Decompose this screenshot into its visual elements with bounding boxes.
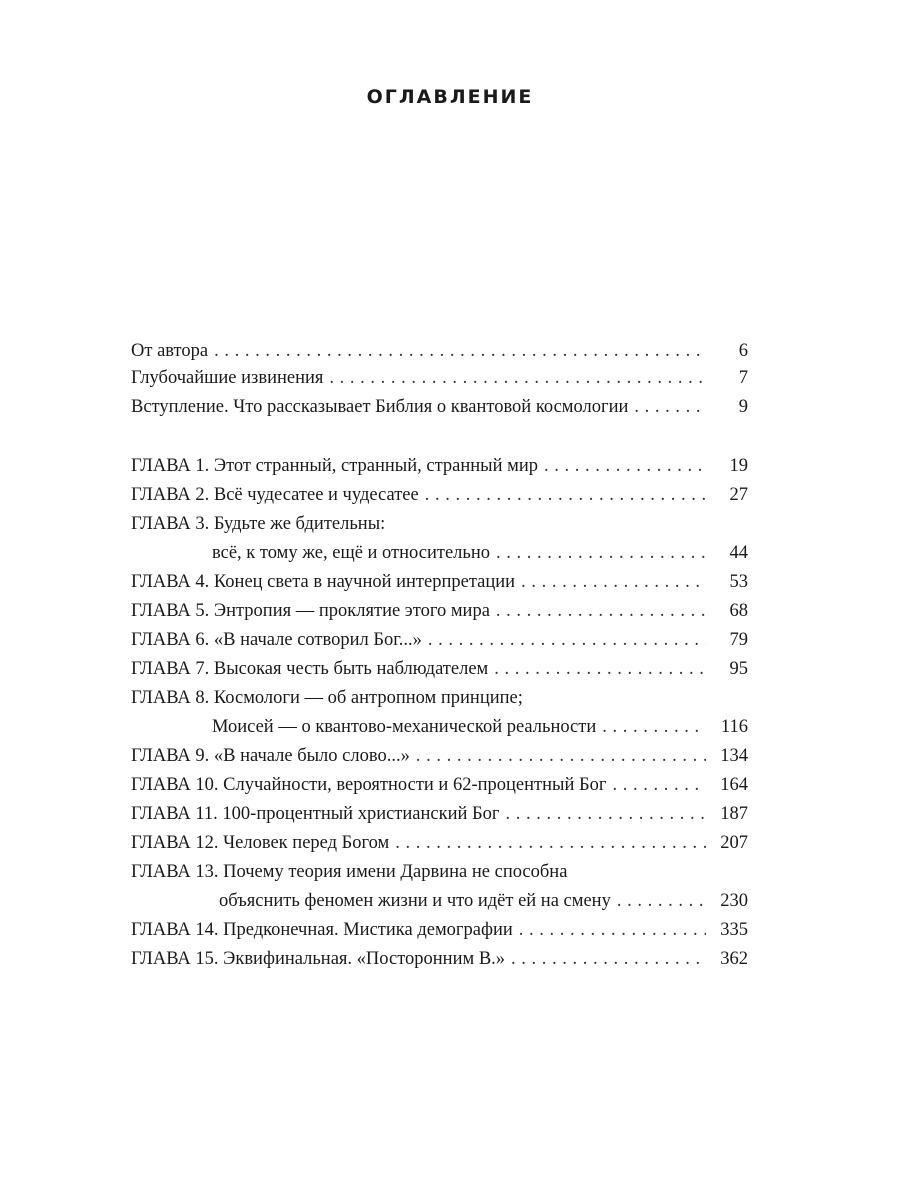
toc-entry-chapter-11 xyxy=(131,800,748,829)
dot-leader xyxy=(428,626,706,655)
toc-entry-page: 27 xyxy=(729,485,748,505)
toc-entry-title: ГЛАВА 4. Конец света в научной интерпретации xyxy=(131,572,516,592)
dot-leader xyxy=(612,771,706,800)
toc-entry-title: ГЛАВА 14. Предконечная. Мистика демографии xyxy=(131,920,513,940)
dot-leader xyxy=(494,655,706,684)
toc-entry-page: 335 xyxy=(720,920,748,940)
toc-entry-chapter-12 xyxy=(131,829,748,858)
dot-leader xyxy=(395,829,706,858)
toc-entry-chapter-9 xyxy=(131,742,748,771)
toc-entry-apologies xyxy=(131,364,748,393)
toc-entry-page: 116 xyxy=(720,717,748,737)
toc-entry-page: 164 xyxy=(720,775,748,795)
toc-entry-page: 134 xyxy=(720,746,748,766)
toc-entry-title: Вступление. Что рассказывает Библия о квантовой космологии xyxy=(131,397,629,417)
toc-entry-title-continued: Моисей — о квантово-механической реальности xyxy=(212,717,597,737)
toc-entry-page: 187 xyxy=(720,804,748,824)
dot-leader xyxy=(511,945,706,974)
toc-entry-title: ГЛАВА 2. Всё чудесатее и чудесатее xyxy=(131,485,419,505)
toc-entry-title: Глубочайшие извинения xyxy=(131,368,324,388)
toc-entry-page: 68 xyxy=(729,601,748,621)
dot-leader xyxy=(425,481,706,510)
toc-entry-page: 230 xyxy=(720,891,748,911)
dot-leader xyxy=(416,742,706,771)
toc-entry-title-continued: объяснить феномен жизни и что идёт ей на смену xyxy=(219,891,611,911)
toc-entry-title: ГЛАВА 10. Случайности, вероятности и 62-процентный Бог xyxy=(131,775,607,795)
toc-entry-title: ГЛАВА 8. Космологи — об антропном принципе; xyxy=(131,688,523,708)
toc-entry-title: ГЛАВА 12. Человек перед Богом xyxy=(131,833,390,853)
toc-entry-chapter-1 xyxy=(131,452,748,481)
toc-entry-chapter-5 xyxy=(131,597,748,626)
dot-leader xyxy=(506,800,707,829)
toc-entry-chapter-15 xyxy=(131,945,748,974)
toc-entry-title: ГЛАВА 1. Этот странный, странный, странный мир xyxy=(131,456,538,476)
dot-leader xyxy=(329,364,706,393)
toc-entry-title: ГЛАВА 3. Будьте же бдительны: xyxy=(131,514,386,534)
toc-entry-title: От автора xyxy=(131,341,209,361)
toc-entry-page: 7 xyxy=(738,368,748,388)
toc-entry-title: ГЛАВА 7. Высокая честь быть наблюдателем xyxy=(131,659,489,679)
toc-entry-page: 19 xyxy=(729,456,748,476)
dot-leader xyxy=(634,393,706,422)
toc-entry-chapter-7 xyxy=(131,655,748,684)
toc-entry-page: 44 xyxy=(729,543,748,563)
toc-entry-chapter-8 xyxy=(131,684,748,742)
toc-entry-title: ГЛАВА 9. «В начале было слово...» xyxy=(131,746,410,766)
page-title: ОГЛАВЛЕНИЕ xyxy=(366,86,534,108)
toc-entry-chapter-6 xyxy=(131,626,748,655)
dot-leader xyxy=(496,539,706,568)
toc-entry-from-author xyxy=(131,338,748,364)
dot-leader xyxy=(496,597,706,626)
toc-entry-title: ГЛАВА 6. «В начале сотворил Бог...» xyxy=(131,630,422,650)
section-gap xyxy=(131,422,748,452)
toc-entry-page: 9 xyxy=(738,397,748,417)
dot-leader xyxy=(214,338,706,364)
toc-entry-chapter-2 xyxy=(131,481,748,510)
toc-entry-introduction xyxy=(131,393,748,422)
toc-entry-page: 53 xyxy=(729,572,748,592)
dot-leader xyxy=(602,713,706,742)
toc-entry-page: 95 xyxy=(729,659,748,679)
toc-entry-chapter-3 xyxy=(131,510,748,568)
dot-leader xyxy=(519,916,706,945)
toc-entry-title-continued: всё, к тому же, ещё и относительно xyxy=(212,543,490,563)
toc-entry-title: ГЛАВА 13. Почему теория имени Дарвина не способна xyxy=(131,862,568,882)
toc-entry-chapter-10 xyxy=(131,771,748,800)
toc-entry-chapter-13 xyxy=(131,858,748,916)
toc-entry-page: 79 xyxy=(729,630,748,650)
toc-entry-chapter-4 xyxy=(131,568,748,597)
table-of-contents xyxy=(131,338,748,974)
dot-leader xyxy=(521,568,706,597)
toc-entry-page: 207 xyxy=(720,833,748,853)
toc-entry-page: 6 xyxy=(738,341,748,361)
dot-leader xyxy=(544,452,706,481)
toc-entry-title: ГЛАВА 15. Эквифинальная. «Посторонним В.» xyxy=(131,949,506,969)
toc-entry-title: ГЛАВА 11. 100-процентный христианский Бог xyxy=(131,804,500,824)
toc-entry-page: 362 xyxy=(720,949,748,969)
toc-entry-chapter-14 xyxy=(131,916,748,945)
toc-entry-title: ГЛАВА 5. Энтропия — проклятие этого мира xyxy=(131,601,490,621)
dot-leader xyxy=(617,887,706,916)
